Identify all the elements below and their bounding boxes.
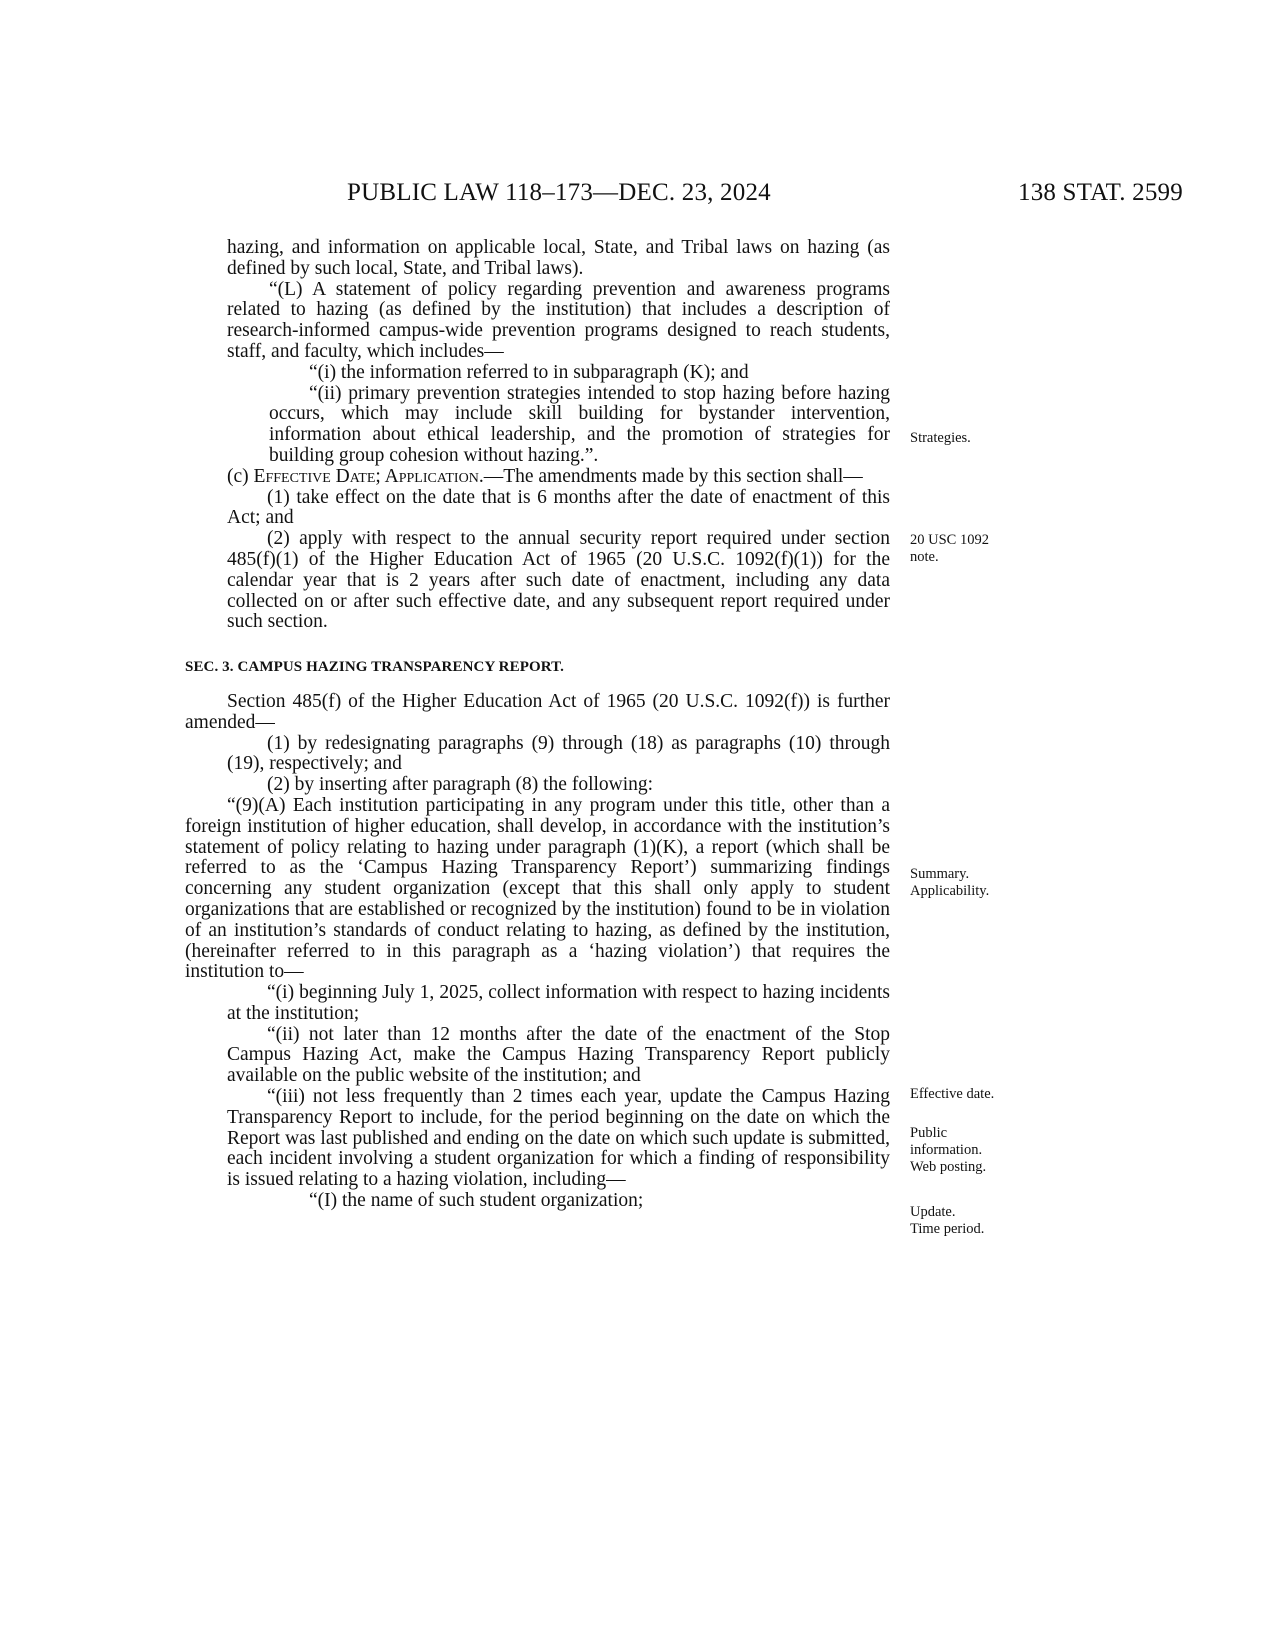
section-3-para-2: (2) by inserting after paragraph (8) the following:: [267, 774, 654, 796]
section-3-intro: Section 485(f) of the Higher Education Act of 1965 (20 U.S.C. 1092(f)) is further amended—: [185, 690, 890, 733]
margin-note-usc: 20 USC 1092 note.: [910, 532, 989, 565]
subsection-c-2: (2) apply with respect to the annual security report required under section 485(f)(1) of the Higher Education Act of 1965 (20 U.S.C. 1092(f)(1)) for the calendar year that is 2 years after such date of enactment, including any data collected on or after such effective date, and any subsequent report required under such section.: [227, 528, 890, 633]
subsection-c-heading: Effective Date; Application.: [253, 465, 484, 487]
paragraph-9a: “(9)(A) Each institution participating in any program under this title, other than a foreign institution of higher education, shall develop, in accordance with the institution’s statement of policy relating to hazing under paragraph (1)(K), a report (which shall be referred to as the ‘Campus Hazing Transparency Report’) summarizing findings concerning any student organization (except that this shall only apply to student organizations that are established or recognized by the institution) found to be in violation of an institution’s standards of conduct relating to hazing, as defined by the institution, (hereinafter referred to in this paragraph as a ‘hazing violation’) that requires the institution to—: [185, 794, 890, 983]
clause-9a-ii: “(ii) not later than 12 months after the date of the enactment of the Stop Campus Hazing Act, make the Campus Hazing Transparency Report publicly available on the public website of the institution; and: [227, 1023, 890, 1087]
section-3-heading: SEC. 3. CAMPUS HAZING TRANSPARENCY REPORT.: [185, 659, 564, 676]
document-body: [185, 237, 890, 1212]
running-header-title: PUBLIC LAW 118–173—DEC. 23, 2024: [347, 179, 771, 206]
page-number-stat: 138 STAT. 2599: [1018, 179, 1183, 206]
section-3-para-1: (1) by redesignating paragraphs (9) through (18) as paragraphs (10) through (19), respectively; and: [227, 732, 890, 775]
margin-note-strategies: Strategies.: [910, 430, 971, 446]
clause-9a-i: “(i) beginning July 1, 2025, collect information with respect to hazing incidents at the institution;: [227, 982, 890, 1024]
margin-note-update: Update. Time period.: [910, 1204, 985, 1237]
margin-note-public-information: Public information. Web posting.: [910, 1125, 987, 1175]
margin-note-summary: Summary. Applicability.: [910, 866, 990, 899]
margin-note-effective-date: Effective date.: [910, 1086, 995, 1102]
paragraph-k-continuation: hazing, and information on applicable local, State, and Tribal laws on hazing (as defined by such local, State, and Tribal laws).: [227, 237, 890, 279]
subsection-c-text: —The amendments made by this section shall—: [483, 465, 863, 487]
subclause-9a-iii-I: “(I) the name of such student organization;: [309, 1190, 644, 1212]
subsection-c: [185, 467, 890, 488]
clause-l-i: “(i) the information referred to in subparagraph (K); and: [309, 361, 749, 383]
clause-l-ii: “(ii) primary prevention strategies intended to stop hazing before hazing occurs, which may include skill building for bystander intervention, information about ethical leadership, and the promotion of strategies for building group cohesion without hazing.”.: [269, 382, 890, 466]
subsection-c-1: (1) take effect on the date that is 6 months after the date of enactment of this Act; and: [227, 486, 890, 529]
clause-9a-iii: “(iii) not less frequently than 2 times each year, update the Campus Hazing Transparency Report to include, for the period beginning on the date on which the Report was last published and ending on the date on which such update is submitted, each incident involving a student organization for which a finding of responsibility is issued relating to a hazing violation, including—: [227, 1086, 890, 1191]
paragraph-l: “(L) A statement of policy regarding prevention and awareness programs related to hazing (as defined by the institution) that includes a description of research-informed campus-wide prevention programs designed to reach students, staff, and faculty, which includes—: [227, 278, 890, 362]
subsection-c-prefix: (c): [227, 465, 254, 487]
